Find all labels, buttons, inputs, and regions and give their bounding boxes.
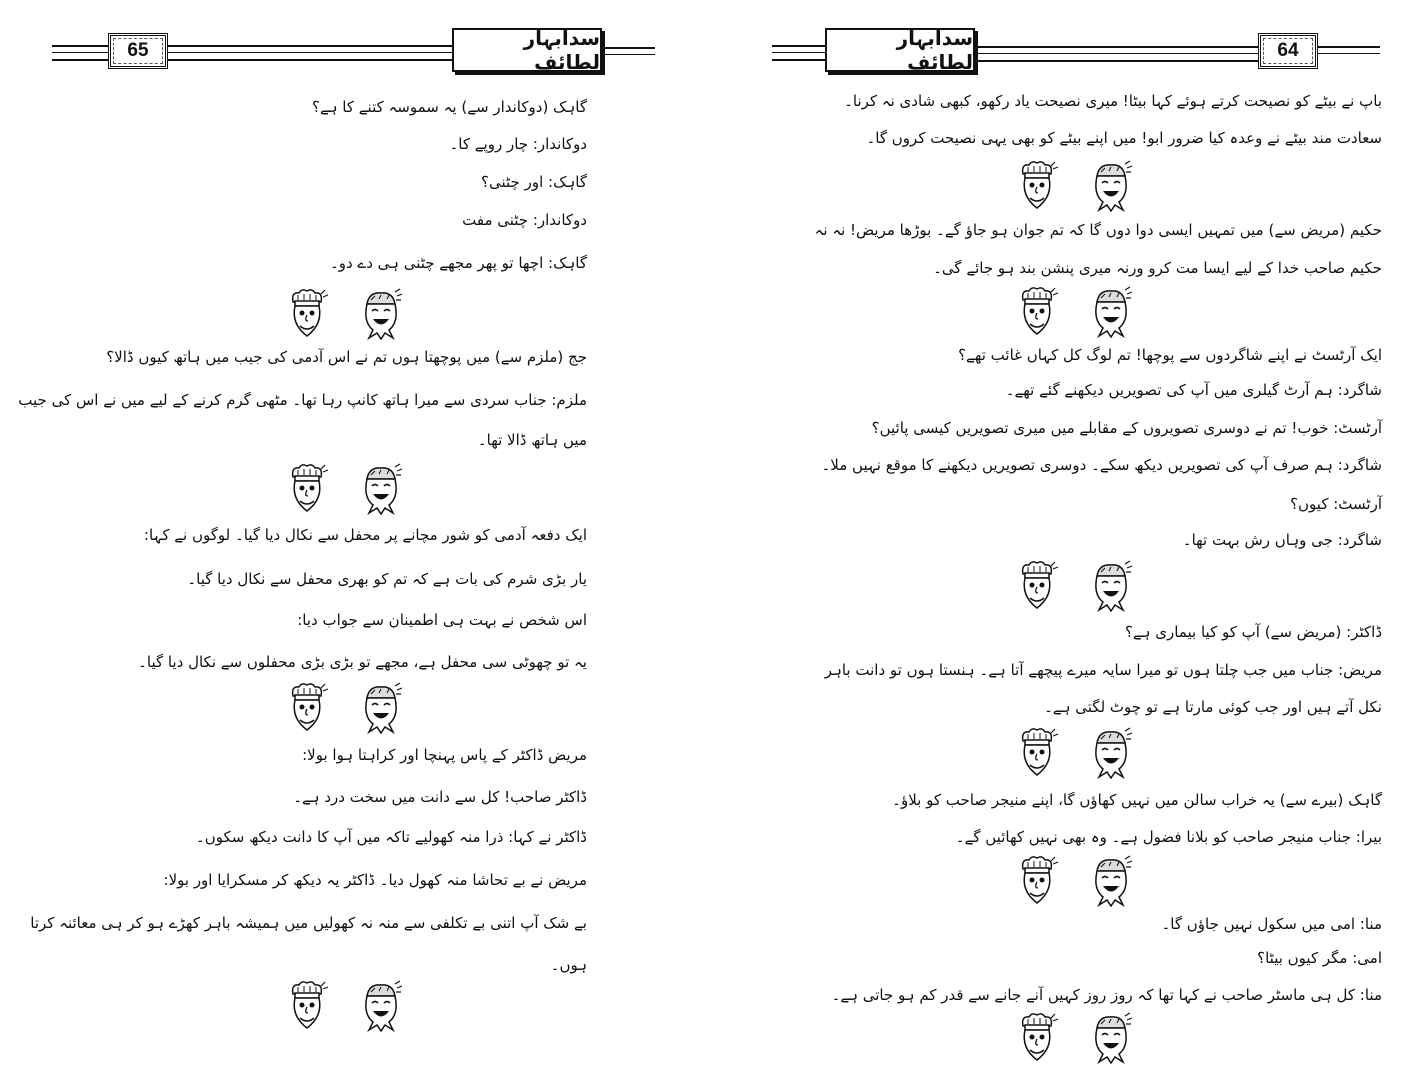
chef-face-icon <box>1015 1012 1059 1064</box>
joke-divider <box>285 463 405 515</box>
book-title: سدابہار لطائف <box>825 28 975 72</box>
chef-face-icon <box>1015 286 1059 338</box>
laughing-face-icon <box>1089 286 1133 338</box>
page-number: 65 <box>108 33 168 69</box>
joke-line: گاہک: اور چٹنی؟ <box>481 173 587 191</box>
joke-line: بے شک آپ اتنی بے تکلفی سے منہ نہ کھولیں میں ہمیشہ باہر کھڑے ہو کر ہی معائنہ کرتا <box>30 914 587 932</box>
joke-line: مریض نے بے تحاشا منہ کھول دیا۔ ڈاکٹر یہ دیکھ کر مسکرایا اور بولا: <box>163 871 587 889</box>
laughing-face-icon <box>359 980 403 1032</box>
joke-line: اس شخص نے بہت ہی اطمینان سے جواب دیا: <box>297 611 587 629</box>
joke-line: آرٹسٹ: کیوں؟ <box>1290 495 1382 513</box>
joke-line: بیرا: جناب منیجر صاحب کو بلانا فضول ہے۔ وہ بھی نہیں کھائیں گے۔ <box>955 828 1382 846</box>
joke-line: ایک دفعہ آدمی کو شور مچانے پر محفل سے نکال دیا گیا۔ لوگوں نے کہا: <box>143 526 587 544</box>
header-rule <box>970 46 1260 48</box>
joke-line: منا: کل ہی ماسٹر صاحب نے کہا تھا کہ روز روز کہیں آنے جانے سے قدر کم ہو جاتی ہے۔ <box>831 986 1382 1004</box>
joke-line: شاگرد: ہم صرف آپ کی تصویریں دیکھ سکے۔ دوسری تصویریں دیکھنے کا موقع نہیں ملا۔ <box>821 456 1382 474</box>
joke-line: شاگرد: ہم آرٹ گیلری میں آپ کی تصویریں دیکھنے گئے تھے۔ <box>1005 381 1382 399</box>
header-rule <box>600 47 655 49</box>
joke-divider <box>1015 727 1135 779</box>
laughing-face-icon <box>1089 160 1133 212</box>
book-title: سدابہار لطائف <box>452 28 602 72</box>
joke-line: ملزم: جناب سردی سے میرا ہاتھ کانپ رہا تھا۔ مٹھی گرم کرنے کے لیے میں نے اس کی جیب <box>18 391 587 409</box>
header-rule <box>970 53 1260 54</box>
left-page <box>0 0 700 1080</box>
header-rule <box>772 59 832 61</box>
joke-line: باپ نے بیٹے کو نصیحت کرتے ہوئے کہا بیٹا! میری نصیحت یاد رکھو، کبھی شادی نہ کرنا۔ <box>844 92 1382 110</box>
page-number: 64 <box>1258 33 1318 69</box>
joke-divider <box>1015 855 1135 907</box>
chef-face-icon <box>285 980 329 1032</box>
header-rule <box>772 45 832 47</box>
joke-line: آرٹسٹ: خوب! تم نے دوسری تصویروں کے مقابلے میں میری تصویریں کیسی پائیں؟ <box>871 419 1382 437</box>
header-rule <box>772 52 832 53</box>
joke-divider <box>285 682 405 734</box>
laughing-face-icon <box>1089 1012 1133 1064</box>
header-rule <box>1316 53 1380 54</box>
laughing-face-icon <box>359 682 403 734</box>
joke-line: امی: مگر کیوں بیٹا؟ <box>1257 949 1382 967</box>
chef-face-icon <box>285 682 329 734</box>
joke-line: ہوں۔ <box>550 956 587 974</box>
joke-line: حکیم (مریض سے) میں تمہیں ایسی دوا دوں گا کہ تم جوان ہو جاؤ گے۔ بوڑھا مریض! نہ نہ <box>814 221 1382 239</box>
chef-face-icon <box>285 288 329 340</box>
joke-line: ڈاکٹر نے کہا: ذرا منہ کھولیے تاکہ میں آپ کا دانت دیکھ سکوں۔ <box>195 828 587 846</box>
joke-line: ڈاکٹر: (مریض سے) آپ کو کیا بیماری ہے؟ <box>1124 623 1382 641</box>
chef-face-icon <box>1015 160 1059 212</box>
chef-face-icon <box>1015 855 1059 907</box>
joke-line: نکل آتے ہیں اور جب کوئی مارتا ہے تو چوٹ لگتی ہے۔ <box>1044 698 1382 716</box>
joke-line: گاہک (دوکاندار سے) یہ سموسہ کتنے کا ہے؟ <box>311 98 587 116</box>
chef-face-icon <box>285 463 329 515</box>
joke-line: یہ تو چھوٹی سی محفل ہے، مجھے تو بڑی بڑی محفلوں سے نکال دیا گیا۔ <box>138 653 587 671</box>
laughing-face-icon <box>1089 727 1133 779</box>
chef-face-icon <box>1015 727 1059 779</box>
joke-divider <box>1015 1012 1135 1064</box>
joke-divider <box>1015 560 1135 612</box>
joke-line: مریض: جناب میں جب چلتا ہوں تو میرا سایہ میرے پیچھے آتا ہے۔ ہنستا ہوں تو دانت باہر <box>824 661 1382 679</box>
joke-line: ایک آرٹسٹ نے اپنے شاگردوں سے پوچھا! تم لوگ کل کہاں غائب تھے؟ <box>958 346 1382 364</box>
joke-line: گاہک (بیرے سے) یہ خراب سالن میں نہیں کھاؤں گا، اپنے منیجر صاحب کو بلاؤ۔ <box>892 791 1382 809</box>
joke-line: یار بڑی شرم کی بات ہے کہ تم کو بھری محفل سے نکال دیا گیا۔ <box>187 570 587 588</box>
joke-line: منا: امی میں سکول نہیں جاؤں گا۔ <box>1161 915 1382 933</box>
laughing-face-icon <box>1089 560 1133 612</box>
header-rule <box>600 54 655 55</box>
joke-line: ڈاکٹر صاحب! کل سے دانت میں سخت درد ہے۔ <box>293 788 587 806</box>
right-page <box>720 0 1419 1080</box>
joke-divider <box>285 288 405 340</box>
joke-line: جج (ملزم سے) میں پوچھتا ہوں تم نے اس آدمی کی جیب میں ہاتھ کیوں ڈالا؟ <box>106 348 587 366</box>
laughing-face-icon <box>359 463 403 515</box>
joke-line: حکیم صاحب خدا کے لیے ایسا مت کرو ورنہ میری پنشن بند ہو جائے گی۔ <box>933 259 1382 277</box>
joke-line: مریض ڈاکٹر کے پاس پہنچا اور کراہتا ہوا بولا: <box>302 746 587 764</box>
joke-line: دوکاندار: چٹنی مفت <box>462 211 587 229</box>
joke-line: شاگرد: جی وہاں رش بہت تھا۔ <box>1182 531 1382 549</box>
joke-divider <box>1015 160 1135 212</box>
chef-face-icon <box>1015 560 1059 612</box>
laughing-face-icon <box>359 288 403 340</box>
laughing-face-icon <box>1089 855 1133 907</box>
joke-divider <box>285 980 405 1032</box>
header-rule <box>970 60 1260 62</box>
joke-line: میں ہاتھ ڈالا تھا۔ <box>477 431 587 449</box>
joke-divider <box>1015 286 1135 338</box>
joke-line: گاہک: اچھا تو پھر مجھے چٹنی ہی دے دو۔ <box>329 254 587 272</box>
joke-line: دوکاندار: چار روپے کا۔ <box>449 135 587 153</box>
joke-line: سعادت مند بیٹے نے وعدہ کیا ضرور ابو! میں اپنے بیٹے کو بھی یہی نصیحت کروں گا۔ <box>866 129 1382 147</box>
header-rule <box>1316 46 1380 48</box>
